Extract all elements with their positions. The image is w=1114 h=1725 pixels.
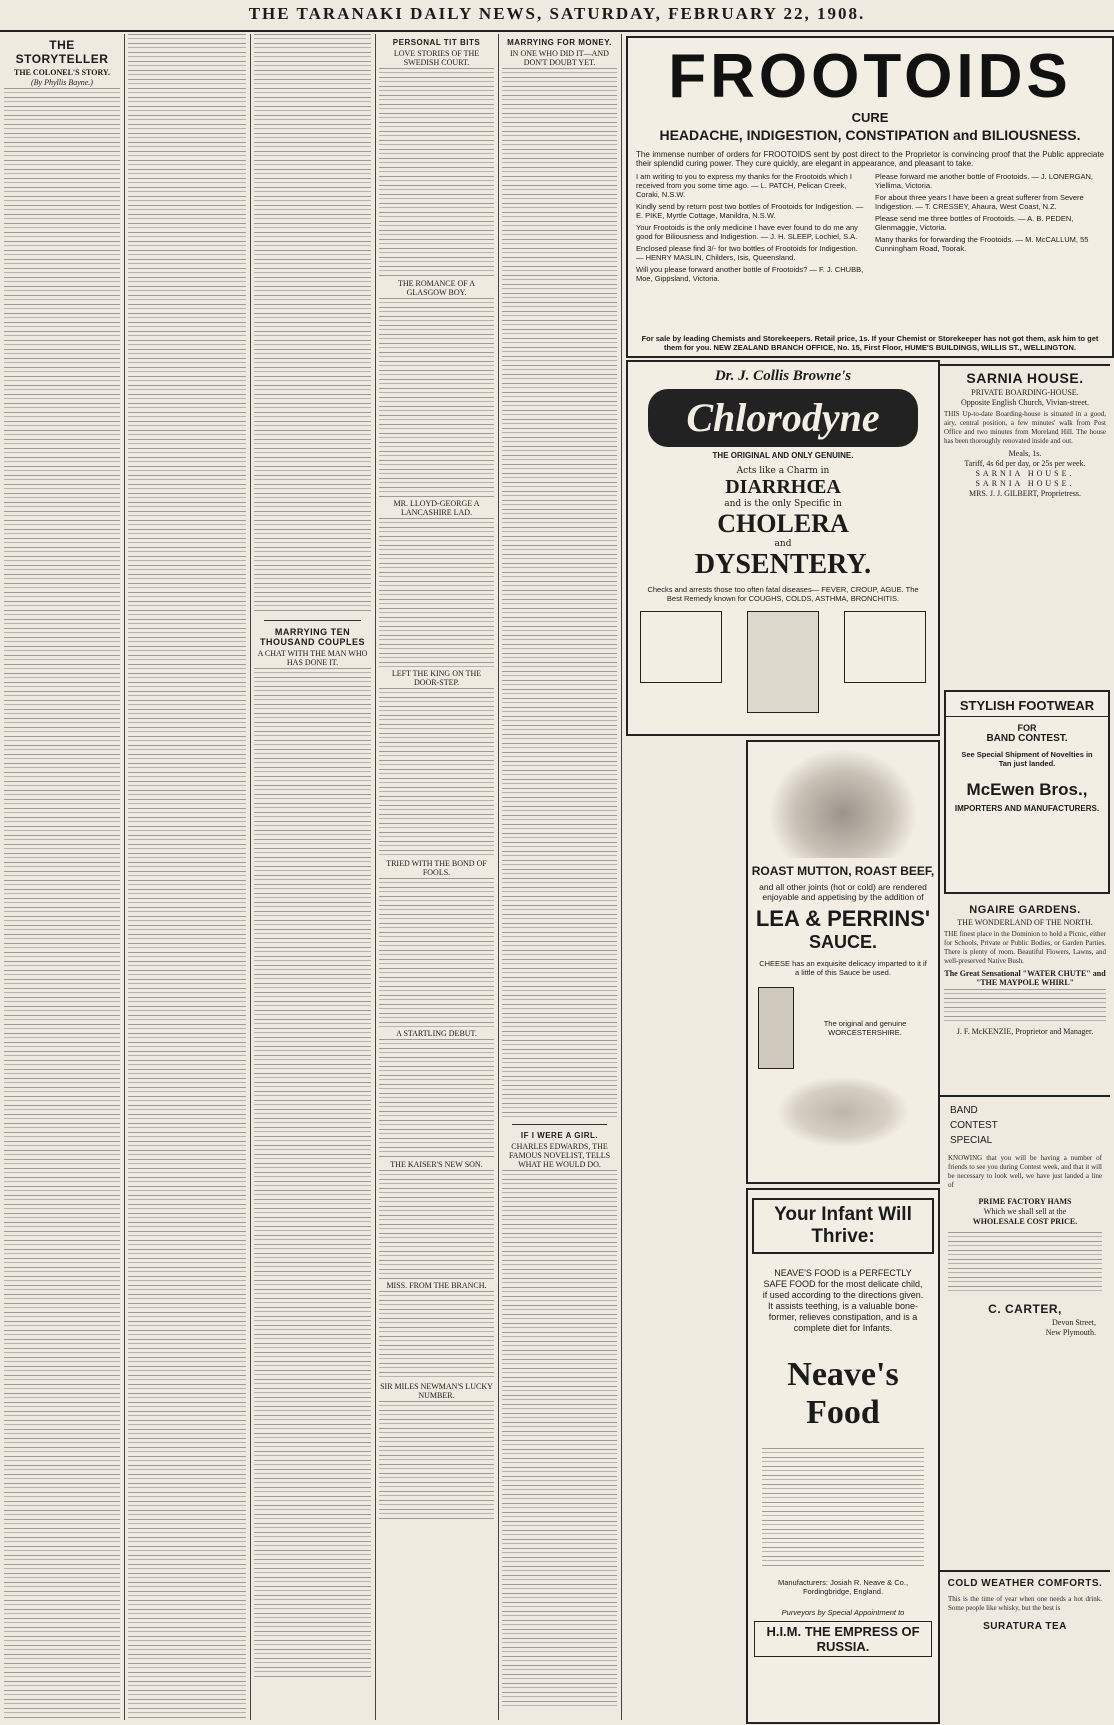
masthead-title: THE TARANAKI DAILY NEWS, SATURDAY, FEBRUARY 22, 1908.	[248, 4, 866, 23]
sarnia-title: SARNIA HOUSE.	[940, 364, 1110, 386]
story-subheading: IN ONE WHO DID IT—AND DON'T DOUBT YET.	[510, 49, 609, 67]
coupon-box	[640, 611, 722, 683]
frootoids-testimonials-left	[636, 172, 865, 283]
frootoids-cure: CURE	[851, 110, 889, 125]
divider	[264, 620, 361, 621]
testimonial: Please send me three bottles of Frootoids. — A. B. PEDEN, Glenmaggie, Victoria.	[875, 214, 1074, 232]
story-heading: TRIED WITH THE BOND OF FOOLS.	[386, 859, 487, 877]
story-heading: LOVE STORIES OF THE SWEDISH COURT.	[393, 49, 480, 67]
testimonial: Your Frootoids is the only medicine I have ever found to do me any good for Biliousness and Indigestion. — J. H. SLEEP, Lochiel, S.A.	[636, 223, 858, 241]
chlorodyne-note: Checks and arrests those too often fatal diseases— FEVER, CROUP, AGUE. The Best Remedy known for COUGHS, COLDS, ASTHMA, BRONCHITIS.	[647, 585, 919, 603]
footwear-event: BAND CONTEST.	[986, 733, 1068, 744]
band-l3: SPECIAL	[950, 1135, 993, 1146]
lea-perrins-ad	[746, 740, 940, 1184]
band-l1: BAND	[950, 1105, 978, 1116]
body-text-block	[379, 68, 494, 278]
band-seller: C. CARTER,	[988, 1302, 1062, 1316]
lp-cheese: CHEESE has an exquisite delicacy imparted to it if a little of this Sauce be used.	[759, 959, 927, 977]
lp-roast: ROAST MUTTON, ROAST BEEF,	[751, 864, 935, 878]
column-story-continued	[128, 34, 246, 1720]
sarnia-sub: PRIVATE BOARDING-HOUSE.	[971, 388, 1079, 397]
body-text-block	[379, 518, 494, 668]
sarnia-house-ad	[940, 360, 1110, 690]
chlorodyne-ad	[626, 360, 940, 736]
band-l2: CONTEST	[950, 1120, 998, 1131]
section-heading: PERSONAL TIT BITS	[392, 38, 481, 47]
body-text-block	[502, 68, 617, 1118]
cold-body: This is the time of year when one needs a hot drink. Some people like whisky, but the best is	[948, 1595, 1102, 1612]
body-text-block	[944, 989, 1106, 1025]
band-price: WHOLESALE COST PRICE.	[972, 1217, 1078, 1226]
story-heading: SIR MILES NEWMAN'S LUCKY NUMBER.	[380, 1382, 493, 1400]
testimonial: Kindly send by return post two bottles of Frootoids for Indigestion. — E. PIKE, Myrtle Cottage, Manildra, N.S.W.	[636, 202, 864, 220]
chlorodyne-maker: Dr. J. Collis Browne's	[714, 368, 852, 384]
ngaire-sub: THE WONDERLAND OF THE NORTH.	[957, 918, 1093, 927]
lp-sauce: SAUCE.	[808, 932, 877, 952]
body-text-block	[379, 1291, 494, 1381]
story-heading: A STARTLING DEBUT.	[396, 1029, 477, 1038]
neaves-royal: H.I.M. THE EMPRESS OF RUSSIA.	[754, 1621, 932, 1657]
body-text-block	[948, 1232, 1102, 1292]
body-text-block	[254, 34, 371, 614]
body-text-block	[502, 1170, 617, 1710]
body-text-block	[128, 34, 246, 1720]
cold-product: SURATURA TEA	[983, 1621, 1067, 1632]
band-sell: Which we shall sell at the	[983, 1207, 1067, 1216]
frootoids-ad	[626, 36, 1114, 358]
body-text-block	[4, 88, 120, 1720]
column-rule	[250, 34, 251, 1720]
ngaire-title: NGAIRE GARDENS.	[969, 904, 1081, 916]
story-subheading: CHARLES EDWARDS, THE FAMOUS NOVELIST, TELLS WHAT HE WOULD DO.	[508, 1142, 611, 1169]
body-text-block	[379, 1170, 494, 1280]
sarnia-proprietress: MRS. J. J. GILBERT, Proprietress.	[968, 489, 1082, 498]
body-text-block	[379, 878, 494, 1028]
bottle-illustration	[747, 611, 819, 713]
cold-title: COLD WEATHER COMFORTS.	[947, 1578, 1103, 1589]
story-byline: (By Phyllis Bayne.)	[31, 78, 93, 87]
chlorodyne-brand: Chlorodyne	[648, 389, 918, 447]
masthead	[0, 0, 1114, 32]
neaves-claim: NEAVE'S FOOD is a PERFECTLY SAFE FOOD for the most delicate child, if used according to the directions given. It assists teething, is a valuable bone-former, relieves constipation, and is a complete diet for Infants.	[762, 1268, 924, 1333]
frootoids-intro: The immense number of orders for FROOTOIDS sent by post direct to the Proprietor is convincing proof that the Public appreciate their splendid curing power. They cure quickly, are elegant in appearance, and pleasant to take.	[636, 150, 1104, 168]
testimonial: For about three years I have been a great sufferer from Severe Indigestion. — T. CRESSEY, Ahaura, West Coast, N.Z.	[875, 193, 1084, 211]
neaves-food-ad	[746, 1188, 940, 1724]
band-contest-ad	[940, 1095, 1110, 1567]
story-heading: THE ROMANCE OF A GLASGOW BOY.	[397, 279, 476, 297]
sarnia-sign: SARNIA HOUSE.	[975, 469, 1075, 478]
neaves-head: Your Infant Will Thrive:	[752, 1198, 934, 1254]
column-personal-tit-bits	[379, 34, 494, 1720]
body-text-block	[379, 1039, 494, 1159]
story-title: THE COLONEL'S STORY.	[14, 68, 110, 77]
chlorodyne-spec: and is the only Specific in	[724, 499, 842, 509]
column-storyteller	[4, 34, 120, 1720]
neaves-brand: Neave's Food	[787, 1356, 899, 1431]
story-heading: MISS. FROM THE BRANCH.	[386, 1281, 487, 1290]
body-text-block	[379, 1401, 494, 1521]
article-headline: MARRYING TEN THOUSAND COUPLES	[259, 627, 365, 647]
sarnia-terms: Tariff, 4s 6d per day, or 25s per week.	[964, 459, 1086, 468]
chlorodyne-cholera: CHOLERA	[717, 509, 849, 538]
testimonial: Enclosed please find 3/- for two bottles of Frootoids for Indigestion. — HENRY MASLIN, Childers, Isis, Queensland.	[636, 244, 858, 262]
band-addr: Devon Street,	[1052, 1318, 1096, 1327]
story-heading: LEFT THE KING ON THE DOOR-STEP.	[391, 669, 482, 687]
sarnia-meals: Meals, 1s.	[1008, 449, 1042, 458]
footwear-ad	[944, 690, 1110, 894]
column-rule	[498, 34, 499, 1720]
chlorodyne-acts: Acts like a Charm in	[736, 466, 830, 476]
testimonial: I am writing to you to express my thanks for the Frootoids which I received from you some time ago. — L. PATCH, Pelican Creek, Coraki, N.S.W.	[636, 172, 852, 199]
column-rule	[621, 34, 622, 1720]
chlorodyne-diarrhoea: DIARRHŒA	[725, 476, 841, 498]
ngaire-gardens-ad	[940, 900, 1110, 1090]
column-rule	[124, 34, 125, 1720]
band-hams: PRIME FACTORY HAMS	[978, 1197, 1072, 1206]
lp-brand: LEA & PERRINS'	[755, 906, 931, 931]
story-heading: MR. LLOYD-GEORGE A LANCASHIRE LAD.	[393, 499, 480, 517]
lp-joints: and all other joints (hot or cold) are rendered enjoyable and appetising by the addition of	[759, 882, 927, 902]
ngaire-chute: The Great Sensational "WATER CHUTE" and "THE MAYPOLE WHIRL"	[944, 969, 1106, 987]
column-three	[254, 34, 371, 1720]
sarnia-sign: SARNIA HOUSE.	[975, 479, 1075, 488]
testimonial: Please forward me another bottle of Frootoids. — J. LONERGAN, Yiellima, Victoria.	[875, 172, 1094, 190]
ngaire-owner: J. F. McKENZIE, Proprietor and Manager.	[956, 1027, 1094, 1036]
testimonial: Many thanks for forwarding the Frootoids. — M. McCALLUM, 55 Cunningham Road, Toorak.	[875, 235, 1089, 253]
footwear-trade: IMPORTERS AND MANUFACTURERS.	[954, 804, 1100, 813]
neaves-purveyors: Purveyors by Special Appointment to	[781, 1608, 905, 1617]
footwear-for: FOR	[1017, 723, 1037, 733]
column-rule	[375, 34, 376, 1720]
chlorodyne-and: and	[774, 539, 792, 549]
coupon-box	[844, 611, 926, 683]
sarnia-loc: Opposite English Church, Vivian-street.	[960, 398, 1090, 407]
story-heading: THE KAISER'S NEW SON.	[390, 1160, 483, 1169]
footwear-title: STYLISH FOOTWEAR	[946, 698, 1108, 717]
chlorodyne-dysentery: DYSENTERY.	[694, 549, 872, 580]
frootoids-testimonials-right	[875, 172, 1104, 283]
frootoids-brand: FROOTOIDS	[668, 42, 1072, 111]
neaves-mfr: Manufacturers: Josiah R. Neave & Co., Fordingbridge, England.	[777, 1578, 909, 1596]
frootoids-ailments: HEADACHE, INDIGESTION, CONSTIPATION and BILIOUSNESS.	[659, 127, 1081, 143]
body-text-block	[254, 668, 371, 1678]
sarnia-body: THIS Up-to-date Boarding-house is situated in a good, airy, central position, a few minutes' walk from Post Office and two minutes from Moreland Hill. The house has been thoroughly renovated inside and out.	[944, 410, 1106, 445]
section-heading: THE STORYTELLER	[15, 38, 109, 66]
divider	[512, 1124, 607, 1125]
body-text-block	[379, 298, 494, 498]
section-heading: MARRYING FOR MONEY.	[507, 38, 612, 47]
band-body: KNOWING that you will be having a number of friends to see you during Contest week, and that it will be necessary to look well, we have just landed a line of	[948, 1154, 1102, 1189]
cheese-illustration	[778, 1077, 908, 1147]
frootoids-footer: For sale by leading Chemists and Storekeepers. Retail price, 1s. If your Chemist or Storekeeper has not got them, ask him to get them for you. NEW ZEALAND BRANCH OFFICE, No. 15, First Floor, HUME'S BUILDINGS, WILLIS ST., WELLINGTON.	[641, 334, 1099, 352]
testimonial: Will you please forward another bottle of Frootoids? — F. J. CHUBB, Moe, Gippsland, Victoria.	[636, 265, 864, 283]
lp-original: The original and genuine WORCESTERSHIRE.	[823, 1019, 907, 1037]
chlorodyne-tag: THE ORIGINAL AND ONLY GENUINE.	[712, 451, 854, 460]
ngaire-body: THE finest place in the Dominion to hold a Picnic, either for Schools, Private or Public Bodies, or Garden Parties. There is plenty of room. Beautiful Flowers, Lawns, and well-preserved Native Bush.	[944, 930, 1106, 965]
footwear-seller: McEwen Bros.,	[966, 780, 1088, 799]
section-heading: IF I WERE A GIRL.	[520, 1131, 599, 1140]
testimonial-text	[762, 1448, 924, 1568]
roast-illustration	[768, 748, 918, 858]
sauce-bottle-illustration	[758, 987, 794, 1069]
cold-weather-ad	[940, 1570, 1110, 1722]
article-subheadline: A CHAT WITH THE MAN WHO HAS DONE IT.	[257, 649, 368, 667]
column-marrying-for-money	[502, 34, 617, 1720]
footwear-shipment: See Special Shipment of Novelties in Tan just landed.	[961, 750, 1093, 768]
band-addr: New Plymouth.	[1045, 1328, 1096, 1337]
body-text-block	[379, 688, 494, 858]
